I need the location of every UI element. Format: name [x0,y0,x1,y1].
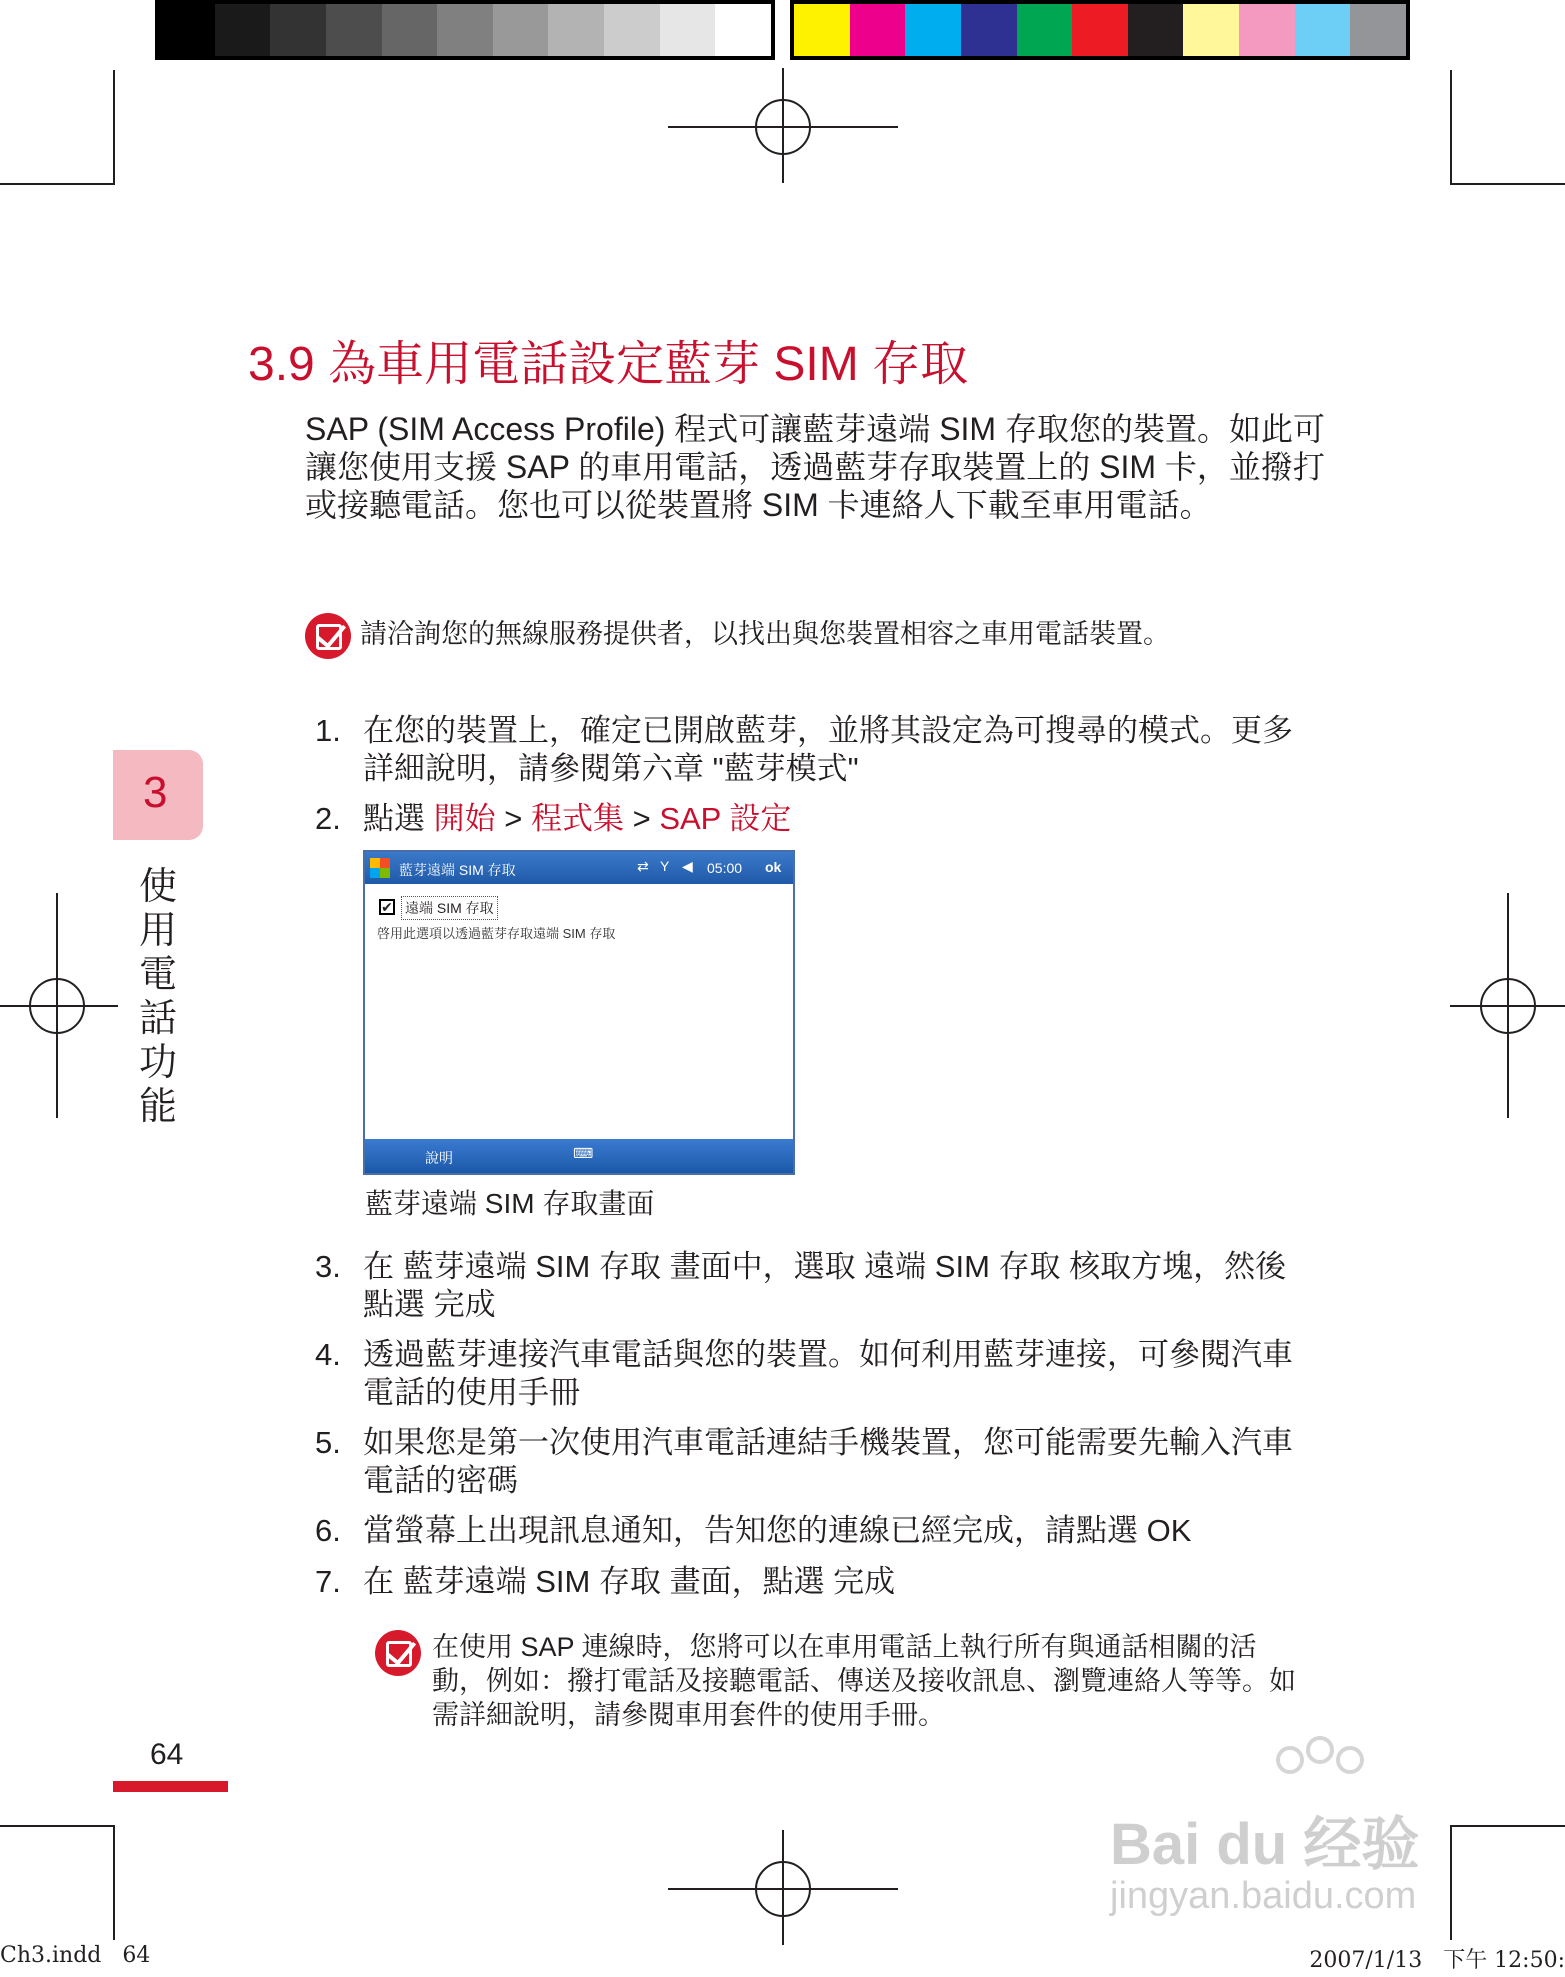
baidu-watermark [1110,1735,1470,1935]
section-heading: 3.9 為車用電話設定藍芽 SIM 存取 [248,338,969,391]
slug-left: Ch3.indd 64 [0,1943,151,1968]
option-description: 啓用此選項以透過藍芽存取遠端 SIM 存取 [377,926,616,941]
registration-target-left [29,978,85,1034]
clock-time: 05:00 [707,860,743,876]
step-line: 點選 完成 [363,1287,496,1322]
connectivity-icon: ⇄ [637,858,649,874]
step-line: 電話的密碼 [363,1463,518,1498]
gray-swatch [382,4,438,56]
step-text: 點選 [363,801,434,836]
step-number: 4. [315,1337,341,1372]
gray-swatch [660,4,716,56]
page-number: 64 [150,1738,184,1771]
step-number: 5. [315,1425,341,1460]
step-number: 7. [315,1564,341,1599]
step-line: 在您的裝置上，確定已開啟藍芽，並將其設定為可搜尋的模式。更多 [363,713,1293,748]
color-swatch [1350,4,1406,56]
color-swatch [1128,4,1184,56]
path-separator: > [623,801,660,836]
chapter-number: 3 [143,768,168,817]
gray-swatch [159,4,215,56]
chapter-title-char: 使 [138,866,177,908]
color-swatch [850,4,906,56]
remote-sim-checkbox[interactable]: ✔ [379,899,395,915]
intro-line: SAP (SIM Access Profile) 程式可讓藍芽遠端 SIM 存取您的裝置。如此可 [305,411,1325,447]
color-swatch [1183,4,1239,56]
step-line: 當螢幕上出現訊息通知，告知您的連線已經完成，請點選 OK [363,1513,1192,1548]
chapter-title-char: 能 [138,1086,177,1128]
crop-mark-top-right-h [1450,183,1565,185]
page-number-bar [113,1781,228,1792]
chapter-title-char: 電 [138,954,177,996]
crop-mark-bottom-left-h [0,1825,115,1827]
gray-swatch [715,4,771,56]
signal-icon: Y [660,858,670,874]
note-check-icon [375,1630,421,1676]
chapter-title-char: 話 [138,998,177,1040]
color-swatch [1017,4,1073,56]
chapter-title-char: 用 [138,910,177,952]
crop-mark-bottom-left-v [113,1825,115,1940]
remote-sim-label: 遠端 SIM 存取 [401,896,498,920]
chapter-tab [113,750,203,840]
intro-line: 或接聽電話。您也可以從裝置將 SIM 卡連絡人下載至車用電話。 [305,487,1212,523]
menu-path-programs: 程式集 [530,801,624,836]
volume-icon: ◀ [682,858,693,874]
device-screenshot [363,850,795,1175]
gray-swatch [548,4,604,56]
color-swatch [1295,4,1351,56]
menu-bar [365,1139,793,1173]
gray-swatch [270,4,326,56]
grayscale-color-bar [155,0,775,60]
step-number: 2. [315,801,341,836]
step-line: 在 藍芽遠端 SIM 存取 畫面，點選 完成 [363,1564,896,1599]
color-swatch [961,4,1017,56]
note-text [432,1630,1296,1732]
windows-start-icon [370,858,390,878]
gray-swatch [326,4,382,56]
step-line: 如果您是第一次使用汽車電話連結手機裝置，您可能需要先輸入汽車 [363,1425,1293,1460]
gray-swatch [604,4,660,56]
ok-button[interactable]: ok [765,859,782,875]
note-line: 需詳細說明，請參閱車用套件的使用手冊。 [432,1700,945,1730]
help-softkey[interactable]: 說明 [425,1150,453,1166]
note-check-icon [305,613,351,659]
crop-mark-top-left-v [113,70,115,185]
gray-swatch [215,4,271,56]
chapter-title-vertical [133,865,183,1129]
crop-mark-top-left-h [0,183,115,185]
menu-path-sap-settings: SAP 設定 [659,801,792,836]
registration-target-top [755,99,811,155]
gray-swatch [437,4,493,56]
step-line: 詳細說明，請參閱第六章 "藍芽模式" [363,751,859,786]
note-line: 動，例如：撥打電話及接聽電話、傳送及接收訊息、瀏覽連絡人等等。如 [432,1666,1296,1696]
step-line: 電話的使用手冊 [363,1375,580,1410]
watermark-brand: Bai du 经验 [1110,1812,1420,1877]
intro-paragraph [305,410,1325,524]
note-line: 在使用 SAP 連線時，您將可以在車用電話上執行所有與通話相關的活 [432,1632,1257,1662]
step-line: 透過藍芽連接汽車電話與您的裝置。如何利用藍芽連接，可參閱汽車 [363,1337,1293,1372]
screenshot-caption: 藍芽遠端 SIM 存取畫面 [365,1188,655,1219]
crop-mark-top-right-v [1450,70,1452,185]
step-number: 1. [315,713,341,748]
chapter-title-char: 功 [138,1042,177,1084]
input-panel-icon[interactable]: ⌨ [573,1145,594,1161]
gray-swatch [493,4,549,56]
step-number: 3. [315,1249,341,1284]
color-swatch [905,4,961,56]
title-bar [365,852,793,884]
process-color-bar [790,0,1410,60]
screen-title: 藍芽遠端 SIM 存取 [399,862,516,878]
step-line: 在 藍芽遠端 SIM 存取 畫面中，選取 遠端 SIM 存取 核取方塊，然後 [363,1249,1287,1284]
registration-target-right [1480,978,1536,1034]
watermark-url: jingyan.baidu.com [1110,1875,1417,1917]
note-text: 請洽詢您的無線服務提供者，以找出與您裝置相容之車用電話裝置。 [360,619,1170,649]
menu-path-start: 開始 [433,801,496,836]
registration-target-bottom [755,1861,811,1917]
step-number: 6. [315,1513,341,1548]
color-swatch [1072,4,1128,56]
intro-line: 讓您使用支援 SAP 的車用電話，透過藍芽存取裝置上的 SIM 卡，並撥打 [305,449,1325,485]
path-separator: > [495,801,531,836]
slug-right: 2007/1/13 下午 12:50: [1309,1948,1565,1973]
color-swatch [794,4,850,56]
color-swatch [1239,4,1295,56]
